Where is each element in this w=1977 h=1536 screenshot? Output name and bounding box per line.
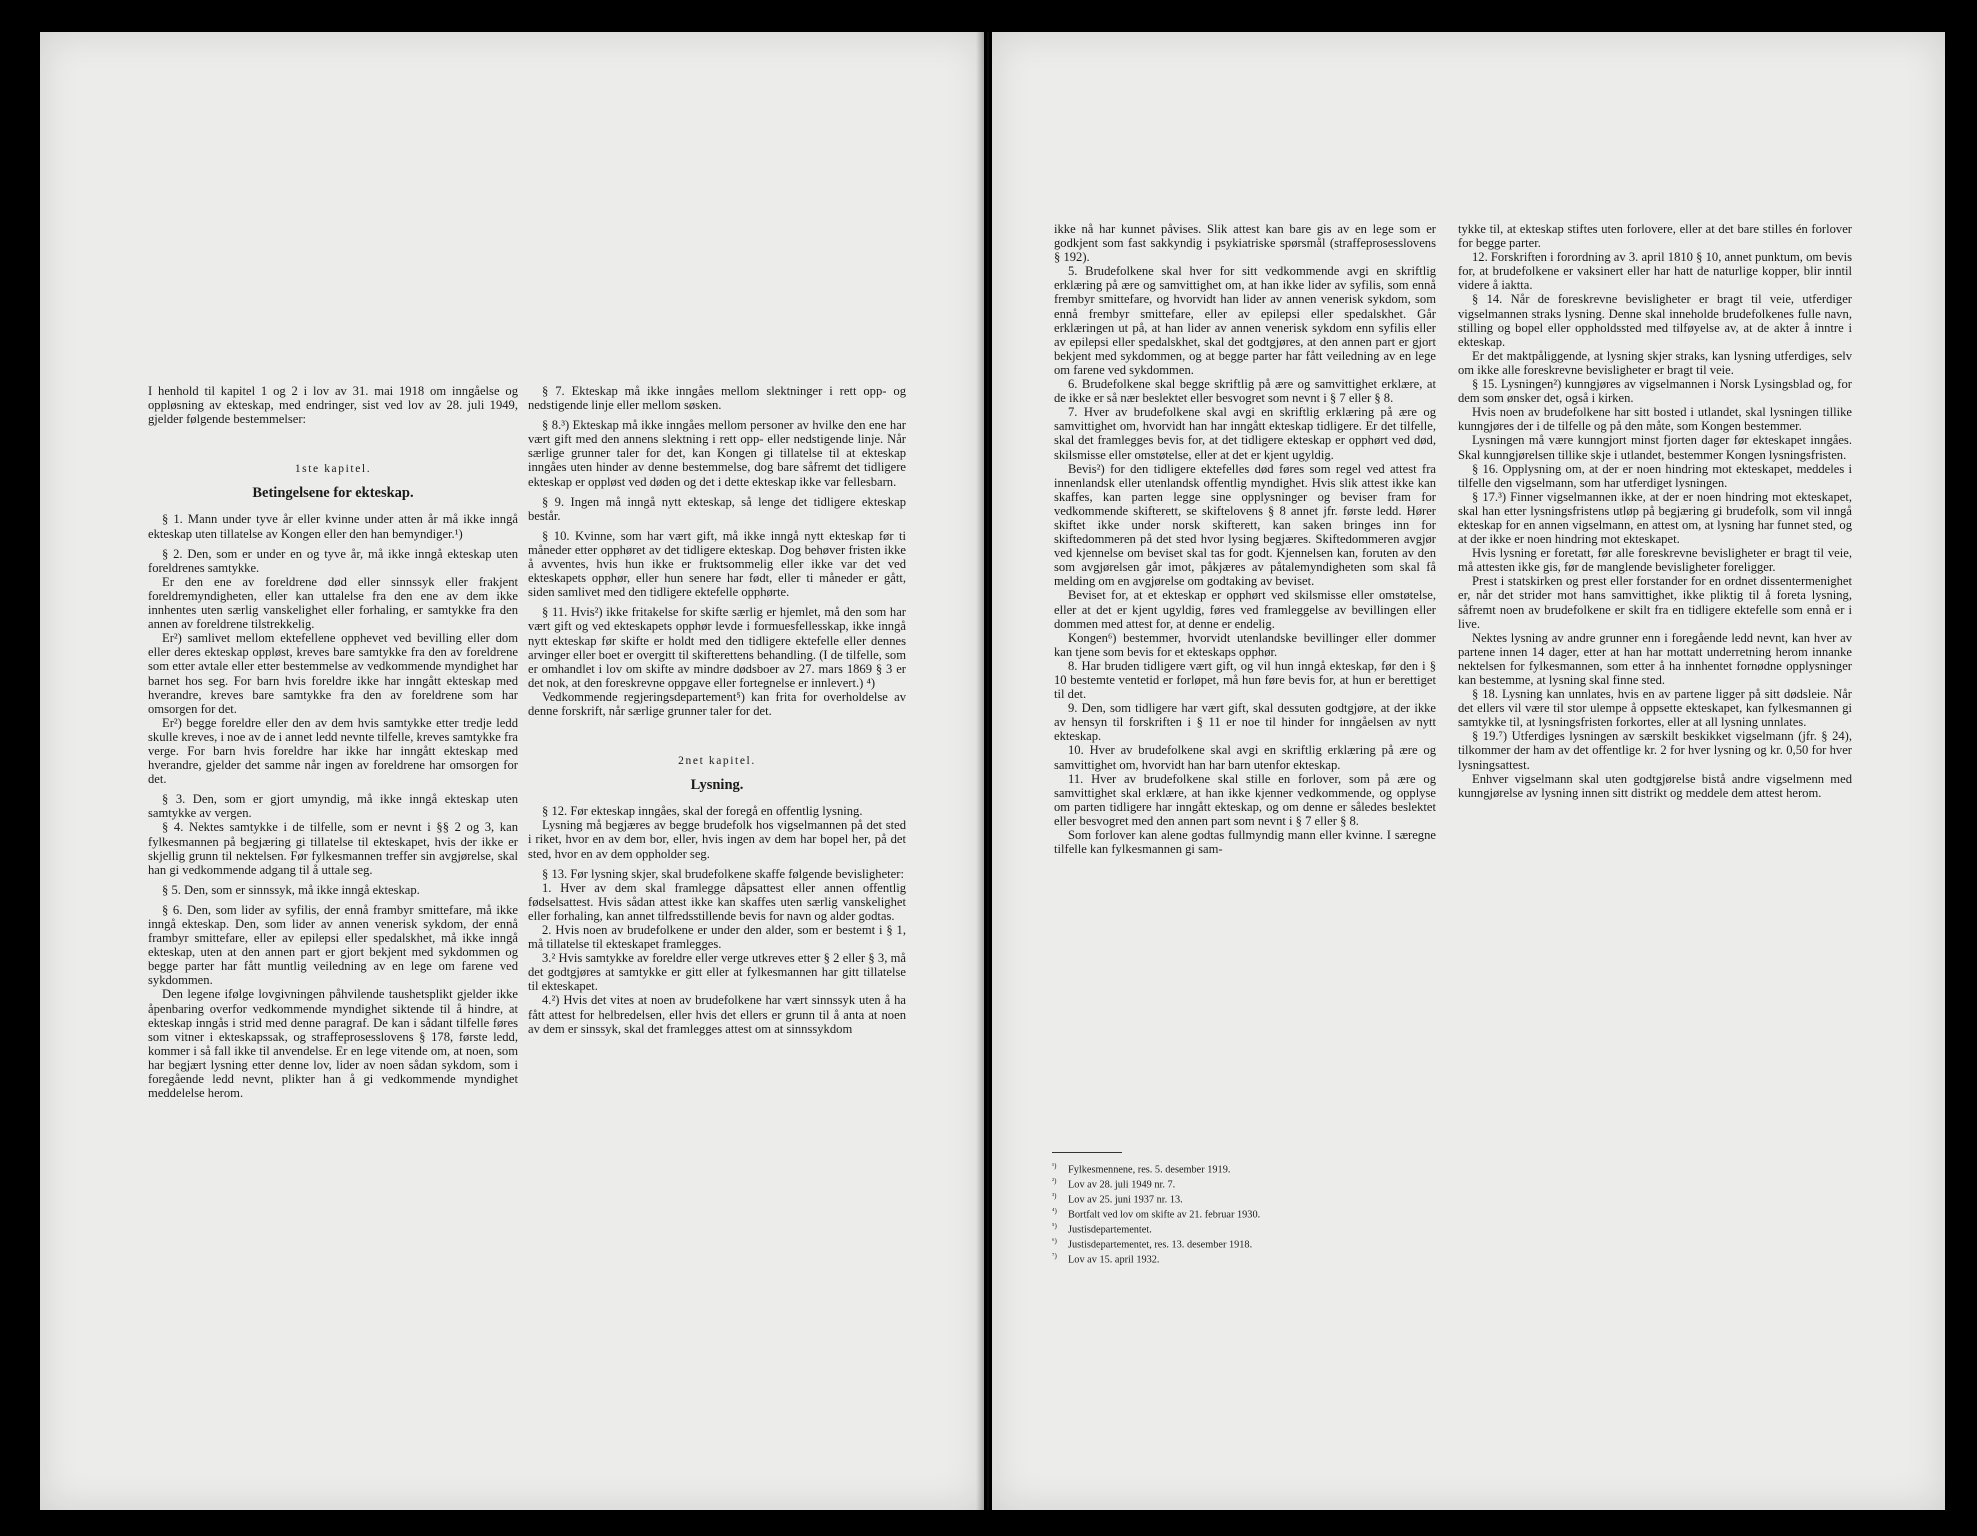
paragraph: Er²) begge foreldre eller den av dem hvis samtykke etter tredje ledd skulle kreves, i noe av de i annet ledd nevnte tilfelle, kreves samtykke fra verge. For barn hvis foreldre har ikke har inngått ekteskap med hverandre, gjelder det samme når ingen av foreldrene har omsorgen for det. [148,715,518,787]
paragraph: Er den ene av foreldrene død eller sinnssyk eller frakjent foreldremyndigheten, eller kan uttalelse fra den ene av dem ikke innhentes uten særlig vanskelighet eller forhaling, er samtykke fra den annen av foreldrene tilstrekkelig. [148,574,518,632]
paragraph: § 13. Før lysning skjer, skal brudefolkene skaffe følgende bevisligheter: [542,866,904,881]
footnote: $^{^2)}$ Lov av 28. juli 1949 nr. 7. [1052,1177,1176,1191]
paragraph: § 5. Den, som er sinnssyk, må ikke inngå ekteskap. [162,882,420,897]
left-column-2 [528,384,906,1036]
paragraph: Hvis noen av brudefolkene har sitt bosted i utlandet, skal lysningen tillike kunngjøres der i de tilfelle og på den måte, som Kongen bestemmer. [1458,405,1852,434]
paragraph: § 16. Opplysning om, at der er noen hindring mot ekteskapet, meddeles i tilfelle den vigselmann, som har utferdiget lysningen. [1458,461,1852,490]
paragraph: § 18. Lysning kan unnlates, hvis en av partene ligger på sitt dødsleie. Når det ellers vil være til stor ulempe å oppsette ekteskapet, kan fylkesmannen gi samtykke til, at lysningsfristen forkortes, eller at all lysning unnlates. [1458,687,1852,730]
paragraph: § 2. Den, som er under en og tyve år, må ikke inngå ekteskap uten foreldrenes samtykke. [148,546,518,575]
footnotes [1052,1152,1352,1266]
paragraph: Lysningen må være kunngjort minst fjorten dager før ekteskapet inngåes. Skal kunngjørelsen tillike skje i utlandet, bestemmer Kongen lysningsfristen. [1458,433,1852,462]
paragraph: § 4. Nektes samtykke i de tilfelle, som er nevnt i §§ 2 og 3, kan fylkesmannen på begjæring gi tillatelse til ekteskapet, hvis der ikke er skjellig grunn til nektelsen. Før fylkesmannen treffer sin avgjørelse, skal han gi vedkommende adgang til å uttale seg. [148,820,518,877]
paragraph: 11. Hver av brudefolkene skal stille en forlover, som på ære og samvittighet skal erklære, at han ikke kjenner vedkommende, og opplyse om parten tidligere har inngått ekteskap, og om denne er således beslektet eller besvogret med den annen part som nevnt i § 7 eller § 8. [1054,771,1436,828]
paragraph: § 1. Mann under tyve år eller kvinne under atten år må ikke inngå ekteskap uten tillatelse av Kongen eller den han bemyndiger.¹) [148,512,518,541]
paragraph: 3.² Hvis samtykke av foreldre eller verge utkreves etter § 2 eller § 3, må det godtgjøres at samtykke er gitt eller at fylkesmannen har gitt tillatelse til ekteskapet. [528,951,906,994]
paragraph: § 12. Før ekteskap inngåes, skal der foregå en offentlig lysning. [542,804,863,819]
left-column-1 [148,384,518,1100]
right-column-2 [1458,222,1852,800]
paragraph: 9. Den, som tidligere har vært gift, skal dessuten godtgjøre, at der ikke av hensyn til forskriften i § 11 er noe til hinder for inngåelsen av nytt ekteskap. [1054,701,1436,744]
paragraph: 6. Brudefolkene skal begge skriftlig på ære og samvittighet erklære, at de ikke er så nær beslektet eller besvogret som nevnt i § 7 eller § 8. [1054,377,1436,406]
chapter-1-title: Betingelsene for ekteskap. [252,485,414,502]
left-page [40,32,984,1510]
footnote: $^{^1)}$ Fylkesmennene, res. 5. desember 1919. [1052,1162,1231,1176]
right-page [992,32,1945,1510]
paragraph: § 15. Lysningen²) kunngjøres av vigselmannen i Norsk Lysingsblad og, for dem som ønsker det, også i kirken. [1458,377,1852,406]
paragraph: 8. Har bruden tidligere vært gift, og vil hun inngå ekteskap, før den i § 10 bestemte ventetid er forløpet, må hun føre bevis for, at hun er berettiget til det. [1054,658,1436,702]
paragraph: § 9. Ingen må inngå nytt ekteskap, så lenge det tidligere ekteskap består. [528,494,906,523]
paragraph: § 8.³) Ekteskap må ikke inngåes mellom personer av hvilke den ene har vært gift med den annens slektning i rett opp- eller nedstigende linje. Når særlige grunner taler for det, kan Kongen gi tillatelse til at ekteskap inngåes uten hinder av denne bestemmelse, dog bare såfremt det tidligere ekteskap er oppløst ved døden og det i dette ekteskap ikke var fellesbarn. [528,418,906,489]
paragraph: Kongen⁶) bestemmer, hvorvidt utenlandske bevillinger eller dommer kan tjene som bevis for et ekteskaps opphør. [1054,630,1436,659]
chapter-1-label: 1ste kapitel. [294,463,372,476]
paragraph: Beviset for, at et ekteskap er opphørt ved skilsmisse eller omstøtelse, eller at det er kjent ugyldig, føres ved framleggelse av bevillingen eller dommen med attest for, at denne er endelig. [1054,588,1436,631]
footnote: $^{^6)}$ Justisdepartementet, res. 13. desember 1918. [1052,1237,1253,1251]
paragraph: § 3. Den, som er gjort umyndig, må ikke inngå ekteskap uten samtykke av vergen. [148,792,518,821]
right-column-1 [1054,222,1436,856]
paragraph: Er²) samlivet mellom ektefellene opphevet ved bevilling eller dom eller deres ekteskap oppløst, kreves bare samtykke fra den av foreldrene som etter avtale eller etter bestemmelse av vedkommende myndighet har barnet hos seg. For barn hvis foreldre ikke har inngått ekteskap med hverandre, kreves bare samtykke fra den av foreldrene som har omsorgen for det. [148,631,518,716]
paragraph: tykke til, at ekteskap stiftes uten forlovere, eller at det bare stilles én forlover for begge parter. [1458,222,1852,251]
paragraph: 1. Hver av dem skal framlegge dåpsattest eller annen offentlig fødselsattest. Hvis sådan attest ikke kan skaffes uten særlig vanskelighet eller forhaling, kan annet tilfredsstillende bevis for navn og alder godtas. [528,880,906,923]
paragraph: § 6. Den, som lider av syfilis, der ennå frambyr smittefare, må ikke inngå ekteskap. Den, som lider av annen venerisk sykdom, der ennå frambyr smittefare, eller av epilepsi eller spedalskhet, må ikke inngå ekteskap, uten at den annen part er gjort bekjent med sykdommen og begge parter har fått muntlig veiledning av en lege om farene ved sykdommen. [148,902,518,988]
paragraph: Er det maktpåliggende, at lysning skjer straks, kan lysning utferdiges, selv om ikke alle foreskrevne bevisligheter er bragt til veie. [1458,348,1852,377]
paragraph: Vedkommende regjeringsdepartement⁵) kan frita for overholdelse av denne forskrift, når særlige grunner taler for det. [528,689,906,718]
footnote-rule [1052,1152,1122,1153]
paragraph: Bevis²) for den tidligere ektefelles død føres som regel ved attest fra innenlandsk eller utenlandsk offentlig myndighet. Hvis slik attest ikke kan skaffes, kan parten legge sine opplysninger og beviser fram for vedkommende skifterett, se skiftelovens § 8 annet jfr. første ledd. Hører skiftet ikke under norsk skifterett, kan saken bringes inn for skiftedommeren på det sted hvor lysing begjæres. Skiftedommeren avgjør ved kjennelse om beviset skal tas for godt. Kjennelsen kan, foruten av den som avgjørelsen går imot, påkjæres av påtalemyndigheten som skal få melding om en avgjørelse om godtaking av beviset. [1054,461,1436,589]
paragraph: 4.²) Hvis det vites at noen av brudefolkene har vært sinnssyk uten å ha fått attest for helbredelsen, eller hvis det ellers er grunn til å anta at noen av dem er sinssyk, skal det framlegges attest om at sinnssykdom [528,993,906,1036]
footnote: $^{^7)}$ Lov av 15. april 1932. [1052,1252,1160,1266]
footnote: $^{^5)}$ Justisdepartementet. [1052,1222,1152,1236]
paragraph: Hvis lysning er foretatt, før alle foreskrevne bevisligheter er bragt til veie, må attesten ikke gis, før de manglende bevisligheter foreligger. [1458,546,1852,575]
paragraph: 10. Hver av brudefolkene skal avgi en skriftlig erklæring på ære og samvittighet om, hvorvidt han har barn utenfor ekteskap. [1054,743,1436,772]
paragraph: Som forlover kan alene godtas fullmyndig mann eller kvinne. I særegne tilfelle kan fylkesmannen gi sam- [1054,828,1436,857]
paragraph: 12. Forskriften i forordning av 3. april 1810 § 10, annet punktum, om bevis for, at brudefolkene er vaksinert eller har hatt de naturlige kopper, blir inntil videre å iaktta. [1458,250,1852,293]
chapter-2-label: 2net kapitel. [678,755,756,768]
footnote: $^{^4)}$ Bortfalt ved lov om skifte av 21. februar 1930. [1052,1207,1261,1221]
footnote: $^{^3)}$ Lov av 25. juni 1937 nr. 13. [1052,1192,1183,1206]
paragraph: 2. Hvis noen av brudefolkene er under den alder, som er bestemt i § 1, må tillatelse til ekteskapet framlegges. [528,923,906,952]
paragraph: 7. Hver av brudefolkene skal avgi en skriftlig erklæring på ære og samvittighet om, hvorvidt han har inngått ekteskap tidligere. Er det tilfelle, skal det framlegges bevis for, at det tidligere ekteskap er opphørt ved død, skilsmisse eller omstøtelse, eller at det er kjent ugyldig. [1054,405,1436,462]
paragraph: § 19.⁷) Utferdiges lysningen av særskilt beskikket vigselmann (jfr. § 24), tilkommer der ham av det offentlige kr. 2 for hver lysning og kr. 0,50 for hver lysningsattest. [1458,729,1852,772]
paragraph: Enhver vigselmann skal uten godtgjørelse bistå andre vigselmenn med kunngjørelse av lysning innen sitt distrikt og meddele dem attest herom. [1458,771,1852,800]
intro-paragraph: I henhold til kapitel 1 og 2 i lov av 31. mai 1918 om inngåelse og oppløsning av ekteskap, med endringer, sist ved lov av 28. juli 1949, gjelder følgende bestemmelser: [148,384,518,427]
paragraph: Den legene ifølge lovgivningen påhvilende taushetsplikt gjelder ikke åpenbaring overfor vedkommende myndighet siktende til å hindre, at ekteskap inngås i strid med denne paragraf. De kan i sådant tilfelle føres som vitner i ekteskapssak, og straffeprosesslovens § 178, første ledd, kommer i så fall ikke til anvendelse. Er en lege vitende om, at noen, som har begjært lysning etter denne lov, lider av noen sådan sykdom, som i foregående ledd nevnt, plikter han å gi vedkommende myndighet meddelelse herom. [148,987,518,1101]
chapter-2-title: Lysning. [690,777,744,794]
paragraph: § 10. Kvinne, som har vært gift, må ikke inngå nytt ekteskap før ti måneder etter opphøret av det tidligere ekteskap. Dog behøver fristen ikke å avventes, hvis hun ikke er fruktsommelig eller ikke var det ved ekteskapets opphør, eller hun senere har født, eller ti måneder er gått, siden samlivet med den tidligere ektefelle opphørte. [528,528,906,600]
paragraph: § 14. Når de foreskrevne bevisligheter er bragt til veie, utferdiger vigselmannen straks lysning. Denne skal inneholde brudefolkenes fulle navn, stilling og bopel eller oppholdssted med tilføyelse av, at de akter å inntre i ekteskap. [1458,292,1852,349]
paragraph: § 11. Hvis²) ikke fritakelse for skifte særlig er hjemlet, må den som har vært gift og ved ekteskapets opphør levde i formuesfellesskap, ikke inngå nytt ekteskap før skifte er holdt med den tidligere ektefelle eller dennes arvinger eller boet er overgitt til skifterettens behandling. (I de tilfelle, som er omhandlet i lov om skifte av mindre dødsboer av 27. mars 1869 § 3 er det nok, at den foreskrevne oppgave eller fortegnelse er innlevert.) ⁴) [528,605,906,690]
paragraph: Prest i statskirken og prest eller forstander for en ordnet dissentermenighet er, når det strider mot hans samvittighet, ikke pliktig til å foreta lysning, såfremt noen av brudefolkene er skilt fra en tidligere ektefelle som ennå er i live. [1458,574,1852,631]
paragraph: ikke nå har kunnet påvises. Slik attest kan bare gis av en lege som er godkjent som fast sakkyndig i psykiatriske spørsmål (straffeprosesslovens § 192). [1054,222,1436,265]
paragraph: § 17.³) Finner vigselmannen ikke, at der er noen hindring mot ekteskapet, skal han etter lysningsfristens utløp på begjæring gi brudefolk, som vil inngå ekteskap for en annen vigselmann, en attest om, at lysning har funnet sted, og at der ikke er noen hindring mot ekteskapet. [1458,489,1852,547]
paragraph: Lysning må begjæres av begge brudefolk hos vigselmannen på det sted i riket, hvor en av dem bor, eller, hvis ingen av dem har bopel her, på det sted, hvor en av dem oppholder seg. [528,818,906,861]
paragraph: Nektes lysning av andre grunner enn i foregående ledd nevnt, kan hver av partene innen 14 dager, etter at han har mottatt underretning herom innanke nektelsen for fylkesmannen, som etter å ha innhentet fornødne opplysninger kan bestemme, at lysning skal finne sted. [1458,630,1852,687]
paragraph: 5. Brudefolkene skal hver for sitt vedkommende avgi en skriftlig erklæring på ære og samvittighet om, at han ikke lider av syfilis, som ennå frembyr smittefare, og hvorvidt han lider av annen venerisk sykdom, som ennå frembyr smittefare, eller av epilepsi eller spedalskhet. Går erklæringen ut på, at han lider av annen venerisk sykdom enn syfilis eller av epilepsi eller spedalskhet, skal det godtgjøres, at den annen part er gjort bekjent med sykdommen, og at begge parter har fått veiledning av en lege om farene ved sykdommen. [1054,264,1436,377]
paragraph: § 7. Ekteskap må ikke inngåes mellom slektninger i rett opp- og nedstigende linje eller mellom søsken. [528,384,906,413]
